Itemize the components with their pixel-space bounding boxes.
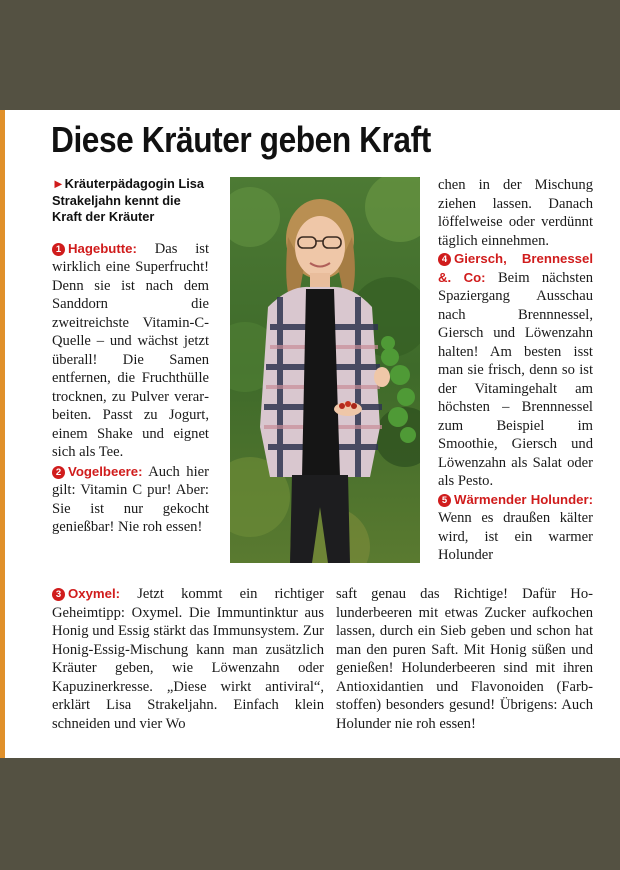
- newspaper-page: [0, 110, 620, 758]
- item-text: Auch hier gilt: Vitamin C pur! Aber: Sie ist nur gekocht genießbar! Nie roh essen!: [52, 463, 209, 535]
- item-text: Das ist wirklich eine Superfrucht! Denn sie ist nach dem Sanddorn die zweitreichste Vitamin-C-Quelle – und wächst jetzt überall! Die Samen entfernen, die Fruchthülle trocknen, zu Pulver verarbeiten. Passt zu Jogurt, einem Shake und eignet sich als Tee.: [52, 240, 209, 460]
- number-badge: 4: [438, 253, 451, 266]
- item-vogelbeere: [52, 463, 209, 537]
- triangle-marker-icon: ►: [52, 176, 65, 191]
- lead-body: Kräuterpädagogin Lisa Strakeljahn kennt die Kraft der Kräuter: [52, 176, 205, 224]
- item-giersch: [438, 250, 593, 491]
- woman-with-herbs-photo: [230, 177, 420, 563]
- item-keyword: Giersch, Brennessel &. Co:: [438, 251, 593, 285]
- item-oxymel-continued: chen in der Mischung ziehen lassen. Danach löffelweise oder verdünnt täglich einnehmen.: [438, 177, 593, 249]
- number-badge: 3: [52, 588, 65, 601]
- item-keyword: Hagebutte:: [68, 240, 137, 256]
- item-keyword: Wärmender Holunder:: [454, 491, 593, 507]
- column-left: [52, 176, 209, 537]
- column-right: [438, 176, 593, 565]
- item-oxymel: [52, 585, 324, 733]
- lead-text: [52, 176, 209, 226]
- item-keyword: Oxymel:: [68, 586, 121, 601]
- item-keyword: Vogelbeere:: [68, 463, 143, 479]
- item-holunder: [438, 491, 593, 565]
- item-text: Jetzt kommt ein richtiger Geheimtipp: Oxymel. Die Immuntinktur aus Honig und Essig stärkt das Immunsystem. Zur Honig-Essig-Mischung kann man zusätzlich Kräuter geben, wie Löwenzahn oder Kapuzinerkresse. „Diese wirkt antiviral“, erklärt Lisa Strakeljahn. Einfach klein schneiden und vier Wo: [52, 586, 324, 732]
- headline: Diese Kräuter geben Kraft: [51, 119, 431, 160]
- item-text: Beim nächsten Spaziergang Ausschau nach Brennnessel, Giersch und Löwenzahn halten! Am besten isst man sie frisch, denn so ist der Vitamingehalt am höchsten – Brennnessel zum Beispiel im Smoothie, Giersch und Löwenzahn als Salat oder als Pesto.: [438, 269, 593, 489]
- number-badge: 2: [52, 466, 65, 479]
- photo-illustration: [230, 177, 420, 563]
- number-badge: 5: [438, 494, 451, 507]
- item-hagebutte: [52, 240, 209, 462]
- bottom-section: [52, 585, 593, 733]
- item-holunder-continued: saft genau das Richtige! Dafür Holunderbeeren mit etwas Zucker aufkochen lassen, durch ein Sieb geben und schon hat man den puren Saft. Mit Honig süßen und genießen! Holunderbeeren sind mit ihren Antioxidantien und Flavonoiden (Farbstoffen) besonders gesund! Übrigens: Auch Holunder nie roh essen!: [336, 586, 593, 732]
- number-badge: 1: [52, 243, 65, 256]
- item-text: Wenn es draußen kälter wird, ist ein warmer Holunder: [438, 510, 593, 563]
